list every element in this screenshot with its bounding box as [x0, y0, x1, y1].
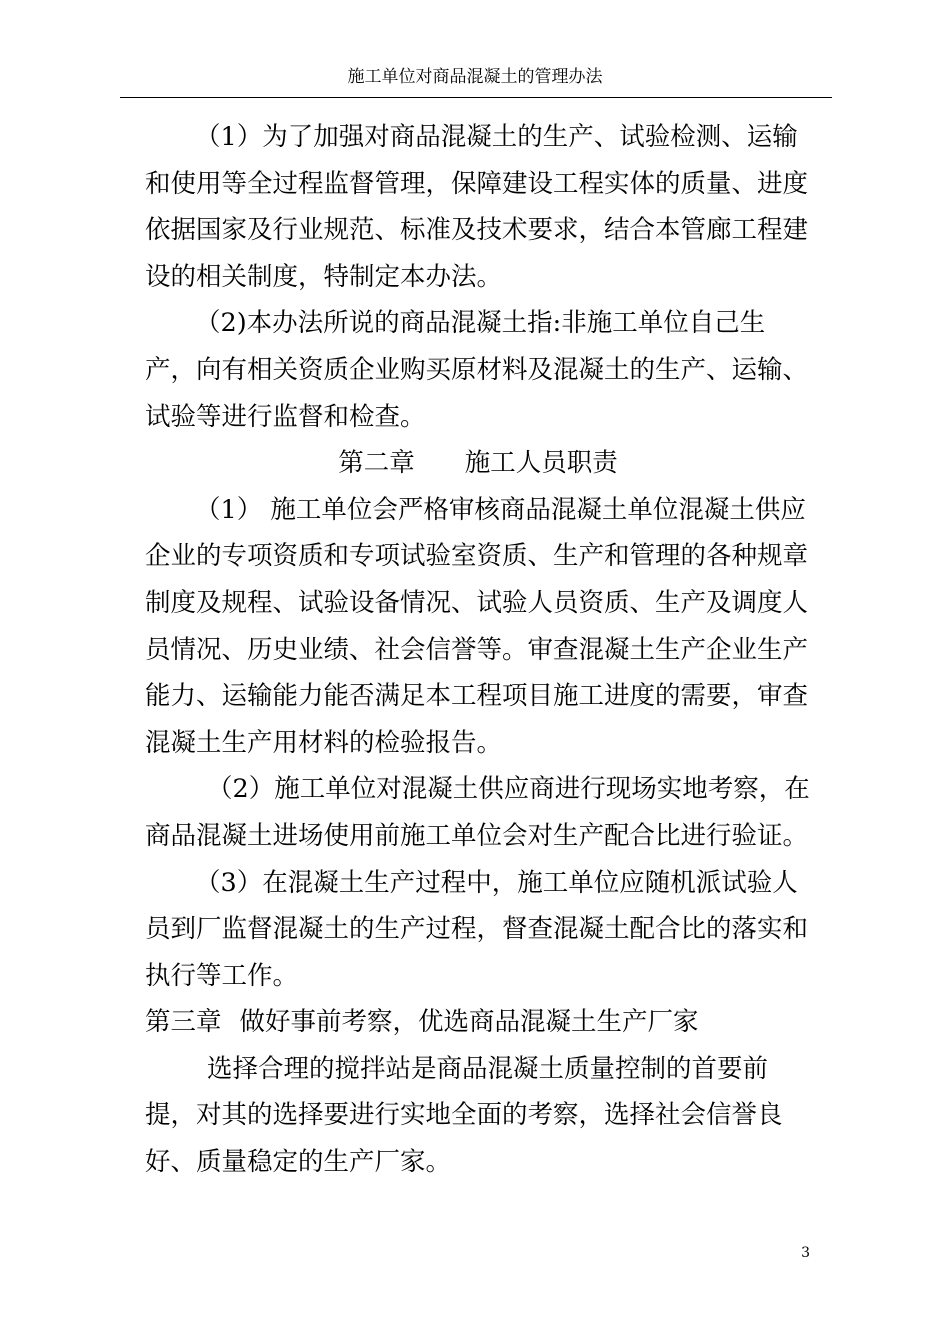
paragraph-site-inspection: （2）施工单位对混凝土供应商进行现场实地考察，在商品混凝土进场使用前施工单位会对生产配合比进行验证。	[145, 774, 810, 851]
paragraph-plant-selection: 选择合理的搅拌站是商品混凝土质量控制的首要前提，对其的选择要进行实地全面的考察，选择社会信誉良好、质量稳定的生产厂家。	[145, 1053, 783, 1178]
chapter-heading-2	[145, 440, 811, 487]
paragraph-definition: （2)本办法所说的商品混凝土指:非施工单位自己生产，向有相关资质企业购买原材料及混凝土的生产、运输、试验等进行监督和检查。	[145, 308, 809, 432]
page-header-title: 施工单位对商品混凝土的管理办法	[347, 67, 603, 87]
page-number: 3	[801, 1245, 810, 1261]
header-divider	[120, 97, 832, 98]
paragraph-purpose: （1）为了加强对商品混凝土的生产、试验检测、运输和使用等全过程监督管理，保障建设工程实体的质量、进度依据国家及行业规范、标准及技术要求，结合本管廊工程建设的相关制度，特制定本办法。	[145, 122, 809, 292]
chapter-3-number: 第三章	[145, 1007, 222, 1038]
chapter-2-title: 施工人员职责	[464, 448, 618, 479]
chapter-2-number: 第二章	[338, 448, 415, 479]
chapter-heading-3	[145, 999, 811, 1046]
paragraph-review-qualifications: （1） 施工单位会严格审核商品混凝土单位混凝土供应企业的专项资质和专项试验室资质、生产和管理的各种规章制度及规程、试验设备情况、试验人员资质、生产及调度人员情况、历史业绩、社会信誉等。审查混凝土生产企业生产能力、运输能力能否满足本工程项目施工进度的需要，审查混凝土生产用材料的检验报告。	[145, 494, 809, 758]
paragraph-production-supervision: （3）在混凝土生产过程中，施工单位应随机派试验人员到厂监督混凝土的生产过程，督查混凝土配合比的落实和执行等工作。	[145, 867, 809, 991]
chapter-3-title: 做好事前考察，优选商品混凝土生产厂家	[239, 1007, 699, 1038]
document-body	[145, 114, 811, 1186]
